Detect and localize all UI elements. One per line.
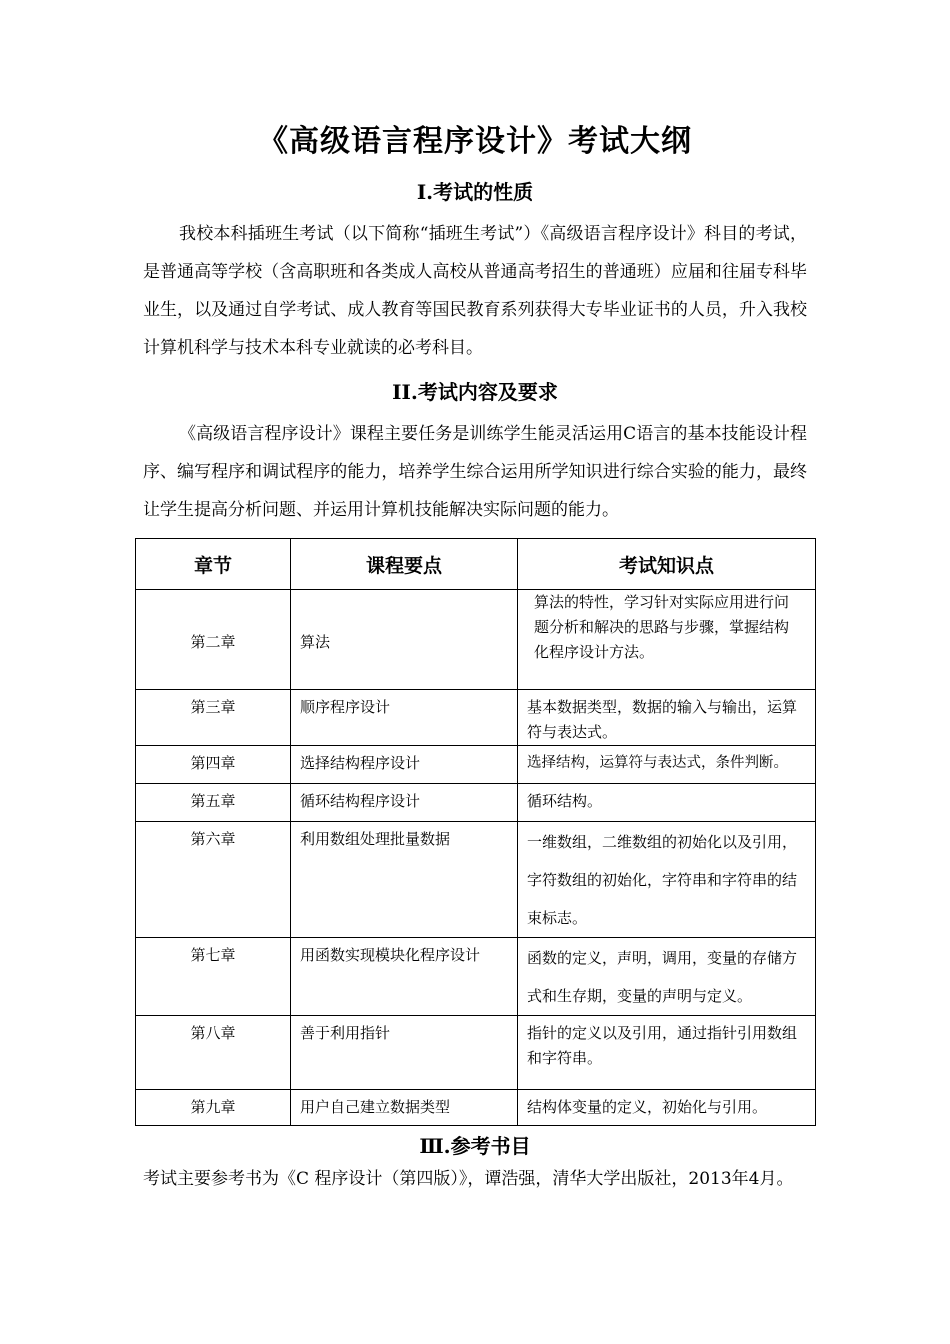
points-cell: 基本数据类型，数据的输入与输出，运算符与表达式。 <box>518 690 816 746</box>
chapter-cell: 第九章 <box>136 1090 291 1126</box>
table-row <box>136 822 816 938</box>
exam-outline-table <box>135 538 816 1126</box>
points-cell: 选择结构，运算符与表达式，条件判断。 <box>518 746 816 784</box>
chapter-cell: 第三章 <box>136 690 291 746</box>
points-cell: 算法的特性，学习针对实际应用进行问题分析和解决的思路与步骤，掌握结构化程序设计方法。 <box>518 590 816 690</box>
chapter-cell: 第二章 <box>136 590 291 690</box>
section-2-paragraph: 《高级语言程序设计》课程主要任务是训练学生能灵活运用C语言的基本技能设计程序、编写程序和调试程序的能力，培养学生综合运用所学知识进行综合实验的能力，最终让学生提高分析问题、并运用计算机技能解决实际问题的能力。 <box>143 424 807 520</box>
header-points: 考试知识点 <box>518 539 816 590</box>
topic-cell: 选择结构程序设计 <box>291 746 518 784</box>
table-row <box>136 1016 816 1090</box>
points-cell: 循环结构。 <box>518 784 816 822</box>
table-row <box>136 938 816 1016</box>
topic-cell: 利用数组处理批量数据 <box>291 822 518 938</box>
table-row <box>136 746 816 784</box>
document-title: 《高级语言程序设计》考试大纲 <box>258 124 692 159</box>
table-row <box>136 690 816 746</box>
table-row <box>136 1090 816 1126</box>
table-row <box>136 590 816 690</box>
chapter-cell: 第七章 <box>136 938 291 1016</box>
topic-cell: 算法 <box>291 590 518 690</box>
section-1-paragraph: 我校本科插班生考试（以下简称“插班生考试”）《高级语言程序设计》科目的考试，是普通高等学校（含高职班和各类成人高校从普通高考招生的普通班）应届和往届专科毕业生，以及通过自学考试、成人教育等国民教育系列获得大专毕业证书的人员，升入我校计算机科学与技术本科专业就读的必考科目。 <box>143 224 807 358</box>
topic-cell: 顺序程序设计 <box>291 690 518 746</box>
topic-cell: 善于利用指针 <box>291 1016 518 1090</box>
table-header-row <box>136 539 816 590</box>
chapter-cell: 第五章 <box>136 784 291 822</box>
chapter-cell: 第六章 <box>136 822 291 938</box>
chapter-cell: 第四章 <box>136 746 291 784</box>
points-cell: 一维数组，二维数组的初始化以及引用，字符数组的初始化，字符串和字符串的结束标志。 <box>518 822 816 938</box>
points-cell: 结构体变量的定义，初始化与引用。 <box>518 1090 816 1126</box>
topic-cell: 用户自己建立数据类型 <box>291 1090 518 1126</box>
topic-cell: 循环结构程序设计 <box>291 784 518 822</box>
points-cell: 指针的定义以及引用，通过指针引用数组和字符串。 <box>518 1016 816 1090</box>
section-2-heading: II.考试内容及要求 <box>392 380 558 404</box>
table-row <box>136 784 816 822</box>
section-3-heading: Ⅲ.参考书目 <box>419 1134 531 1158</box>
header-chapter: 章节 <box>136 539 291 590</box>
header-topic: 课程要点 <box>291 539 518 590</box>
section-1-heading: I.考试的性质 <box>416 180 534 204</box>
points-cell: 函数的定义，声明，调用，变量的存储方式和生存期，变量的声明与定义。 <box>518 938 816 1016</box>
section-3-paragraph: 考试主要参考书为《C 程序设计（第四版）》，谭浩强，清华大学出版社，2013年4月。 <box>143 1169 794 1189</box>
topic-cell: 用函数实现模块化程序设计 <box>291 938 518 1016</box>
chapter-cell: 第八章 <box>136 1016 291 1090</box>
